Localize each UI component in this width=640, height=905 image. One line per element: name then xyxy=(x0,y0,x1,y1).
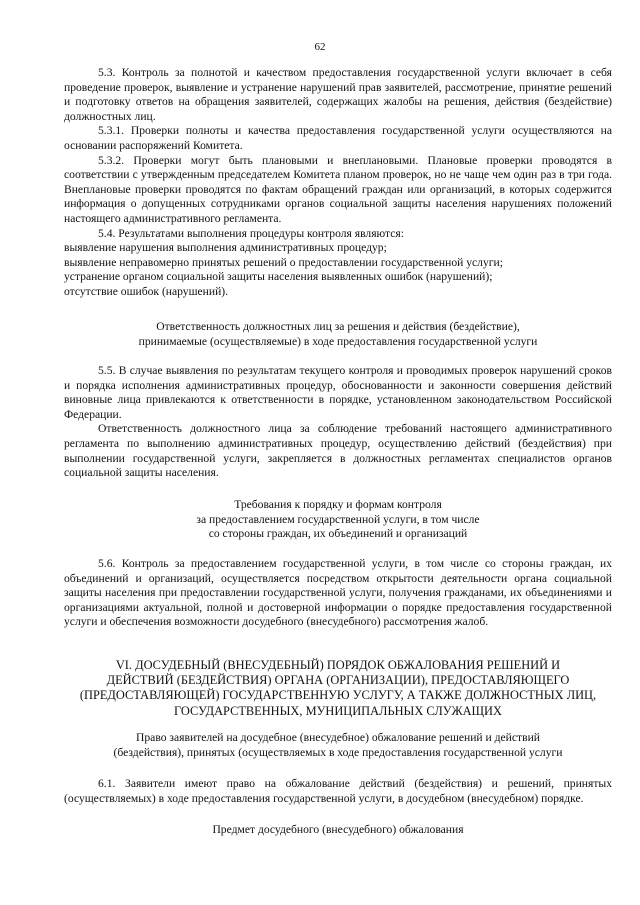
paragraph-5-5-responsibility: Ответственность должностного лица за соблюдение требований настоящего административного регламента по выполнению административных процедур, осуществлению действий (бездействия) при выполнении государственной услуги, закрепляется в должностных регламентах специалистов органов социальной защиты населения. xyxy=(64,422,612,480)
paragraph-5-5: 5.5. В случае выявления по результатам текущего контроля и проводимых проверок нарушений сроков и порядка исполнения административных процедур, обоснованности и законности совершения действий виновные лица привлекаются к ответственности в порядке, установленном законодательством Российской Федерации. xyxy=(64,364,612,421)
heading-line: (бездействия), принятых (осуществляемых в ходе предоставления государственной услуги xyxy=(113,745,563,759)
section-5-6-block xyxy=(64,557,612,630)
heading-control-requirements xyxy=(64,498,612,542)
page-number: 62 xyxy=(314,41,326,53)
list-item: выявление неправомерно принятых решений о предоставлении государственной услуги; xyxy=(64,255,503,269)
paragraph-5-6: 5.6. Контроль за предоставлением государственной услуги, в том числе со стороны граждан, их объединений и организаций, осуществляется посредством открытости деятельности органа социальной защиты населения при предоставлении государственной услуги, получения гражданами, их объединениями и организациями актуальной, полной и достоверной информации о порядке предоставления государственной услуги и обеспечения возможности досудебного (внесудебного) рассмотрения жалоб. xyxy=(64,557,612,629)
heading-line: ГОСУДАРСТВЕННЫХ, МУНИЦИПАЛЬНЫХ СЛУЖАЩИХ xyxy=(174,703,502,718)
heading-line: Требования к порядку и формам контроля xyxy=(234,498,442,511)
heading-line: VI. ДОСУДЕБНЫЙ (ВНЕСУДЕБНЫЙ) ПОРЯДОК ОБЖАЛОВАНИЯ РЕШЕНИЙ И xyxy=(115,658,561,672)
section-5-5-block xyxy=(64,364,612,481)
list-item: отсутствие ошибок (нарушений). xyxy=(64,284,229,298)
paragraph-5-3-1: 5.3.1. Проверки полноты и качества предоставления государственной услуги осуществляются на основании распоряжений Комитета. xyxy=(64,124,612,152)
paragraph-6-1: 6.1. Заявители имеют право на обжалование действий (бездействия) и решений, принятых (осуществляемых) в ходе предоставления государственной услуги, в досудебном (внесудебном) порядке. xyxy=(64,777,612,805)
list-item: выявление нарушения выполнения административных процедур; xyxy=(64,241,387,255)
section-6-1-block xyxy=(64,777,612,806)
paragraph-5-3: 5.3. Контроль за полнотой и качеством предоставления государственной услуги включает в себя проведение проверок, выявление и устранение нарушений прав заявителей, рассмотрение, принятие решений и подготовку ответов на обращения заявителей, содержащих жалобы на решения, действия (бездействие) должностных лиц. xyxy=(64,66,612,123)
paragraph-5-4: 5.4. Результатами выполнения процедуры контроля являются: xyxy=(98,226,404,240)
heading-line: Право заявителей на досудебное (внесудебное) обжалование решений и действий xyxy=(136,731,540,744)
list-item: устранение органом социальной защиты населения выявленных ошибок (нарушений); xyxy=(64,270,493,284)
heading-line: за предоставлением государственной услуги, в том числе xyxy=(196,512,480,526)
heading-responsibility xyxy=(64,320,612,349)
section-5-3-block xyxy=(64,66,612,300)
heading-line: Ответственность должностных лиц за решения и действия (бездействие), xyxy=(156,320,520,333)
heading-line: принимаемые (осуществляемые) в ходе предоставления государственной услуги xyxy=(138,334,538,348)
paragraph-5-3-2: 5.3.2. Проверки могут быть плановыми и внеплановыми. Плановые проверки проводятся в соответствии с утвержденным председателем Комитета планом проверок, но не чаще чем один раз в три года. Внеплановые проверки проводятся по фактам обращений граждан или организаций, в которых содержится информация о допущенных сотрудниками органов социальной защиты населения нарушениях положений настоящего административного регламента. xyxy=(64,153,612,225)
heading-line: Предмет досудебного (внесудебного) обжалования xyxy=(212,823,464,836)
heading-appeal-subject xyxy=(64,823,612,838)
heading-line: со стороны граждан, их объединений и организаций xyxy=(208,527,468,541)
heading-line: ДЕЙСТВИЙ (БЕЗДЕЙСТВИЯ) ОРГАНА (ОРГАНИЗАЦИИ), ПРЕДОСТАВЛЯЮЩЕГО xyxy=(106,673,570,688)
heading-appeal-right xyxy=(64,731,612,760)
heading-line: (ПРЕДОСТАВЛЯЮЩЕЙ) ГОСУДАРСТВЕННУЮ УСЛУГУ, А ТАКЖЕ ДОЛЖНОСТНЫХ ЛИЦ, xyxy=(79,688,597,703)
section-6-title xyxy=(64,658,612,719)
